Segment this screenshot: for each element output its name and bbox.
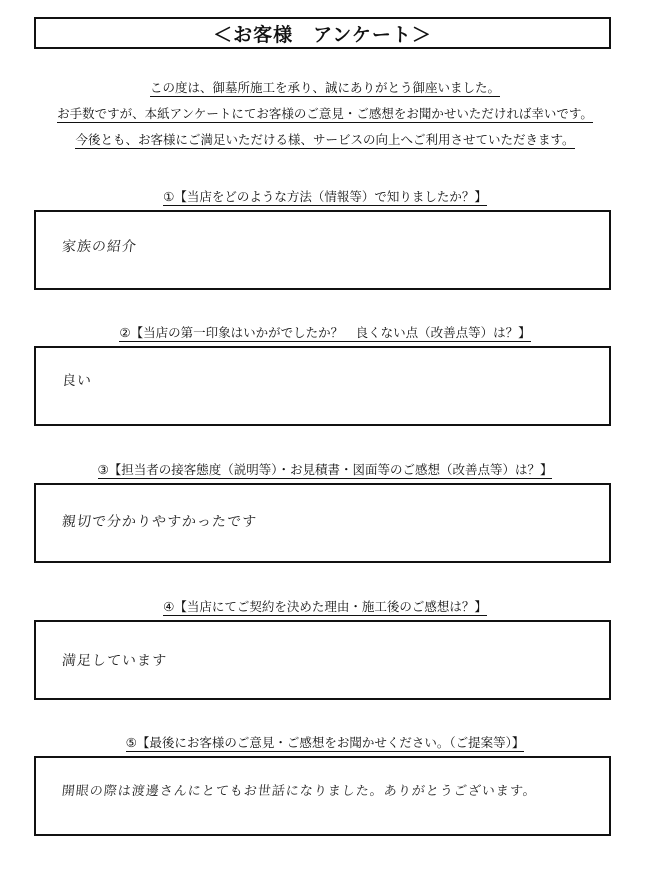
question-1-label: ①【当店をどのような方法（情報等）で知りましたか？】 <box>163 189 487 204</box>
answer-box-4[interactable] <box>34 620 611 700</box>
answer-box-3[interactable] <box>34 483 611 563</box>
question-4-label: ④【当店にてご契約を決めた理由・施工後のご感想は？】 <box>163 599 487 614</box>
intro-line-1: この度は、御墓所施工を承り、誠にありがとう御座いました。 <box>149 80 500 95</box>
answer-2-text: 良い <box>61 373 93 389</box>
survey-title: ＜お客様 アンケート＞ <box>34 17 611 49</box>
intro-line-2: お手数ですが、本紙アンケートにてお客様のご意見・ご感想をお聞かせいただければ幸いです。 <box>57 106 593 121</box>
question-5-label: ⑤【最後にお客様のご意見・ご感想をお聞かせください。（ご提案等）】 <box>125 735 525 750</box>
answer-1-text: 家族の紹介 <box>61 239 138 255</box>
intro-line-3: 今後とも、お客様にご満足いただける様、サービスの向上へご利用させていただきます。 <box>75 132 575 147</box>
answer-box-5[interactable] <box>34 756 611 836</box>
answer-4-text: 満足しています <box>61 653 168 669</box>
question-3-label: ③【担当者の接客態度（説明等）・お見積書・図面等のご感想（改善点等）は？】 <box>97 462 553 477</box>
answer-box-1[interactable] <box>34 210 611 290</box>
answer-box-2[interactable] <box>34 346 611 426</box>
answer-5-text: 開眼の際は渡邊さんにとてもお世話になりました。ありがとうございます。 <box>61 784 538 799</box>
question-2-label: ②【当店の第一印象はいかがでしたか？ 良くない点（改善点等）は？】 <box>119 325 531 340</box>
answer-3-text: 親切で分かりやすかったです <box>61 514 258 530</box>
